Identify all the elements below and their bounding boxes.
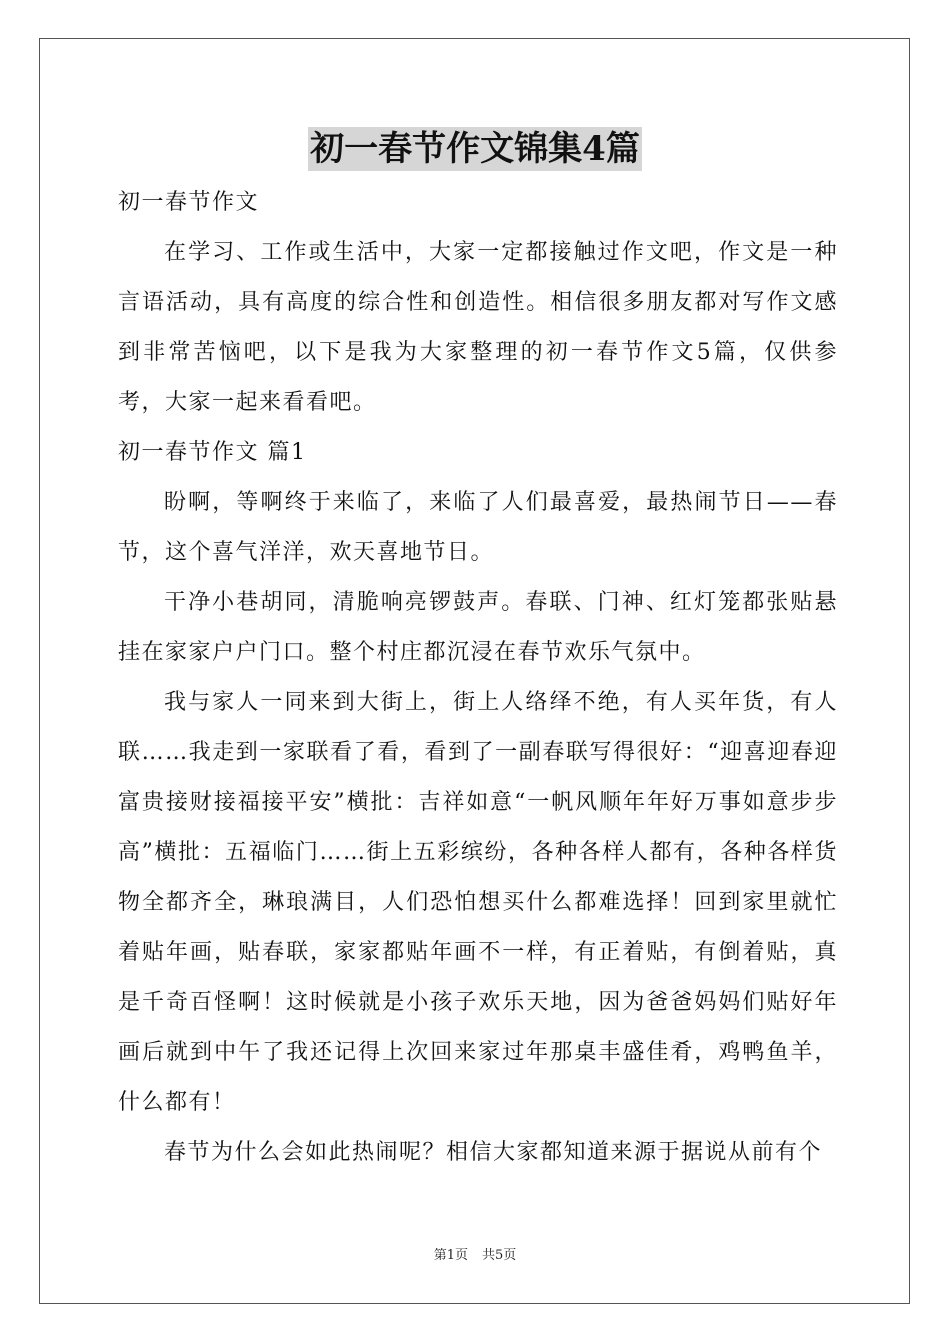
document-body <box>118 178 838 1178</box>
body-paragraph: 我与家人一同来到大街上，街上人络绎不绝，有人买年货，有人联……我走到一家联看了看，看到了一副春联写得很好：“迎喜迎春迎富贵接财接福接平安”横批：吉祥如意“一帆风顺年年好万事如意步步高”横批：五福临门……街上五彩缤纷，各种各样人都有，各种各样货物全都齐全，琳琅满目，人们恐怕想买什么都难选择！回到家里就忙着贴年画，贴春联，家家都贴年画不一样，有正着贴，有倒着贴，真是千奇百怪啊！这时候就是小孩子欢乐天地，因为爸爸妈妈们贴好年画后就到中午了我还记得上次回来家过年那桌丰盛佳肴，鸡鸭鱼羊，什么都有！ <box>118 690 838 1115</box>
body-paragraph: 在学习、工作或生活中，大家一定都接触过作文吧，作文是一种言语活动，具有高度的综合性和创造性。相信很多朋友都对写作文感到非常苦恼吧，以下是我为大家整理的初一春节作文5篇，仅供参考，大家一起来看看吧。 <box>118 240 838 415</box>
page-footer <box>0 1247 950 1265</box>
body-paragraph: 干净小巷胡同，清脆响亮锣鼓声。春联、门神、红灯笼都张贴悬挂在家家户户门口。整个村庄都沉浸在春节欢乐气氛中。 <box>118 590 838 665</box>
body-paragraph: 盼啊，等啊终于来临了，来临了人们最喜爱，最热闹节日——春节，这个喜气洋洋，欢天喜地节日。 <box>118 490 838 565</box>
page-number: 第1页 <box>433 1248 468 1263</box>
page-total: 共5页 <box>482 1248 517 1263</box>
section-heading: 初一春节作文 <box>118 190 260 215</box>
body-paragraph: 春节为什么会如此热闹呢？相信大家都知道来源于据说从前有个 <box>164 1140 823 1165</box>
document-title: 初一春节作文锦集4篇 <box>310 129 640 169</box>
title-container <box>0 127 950 171</box>
section-heading: 初一春节作文 篇1 <box>118 440 307 465</box>
